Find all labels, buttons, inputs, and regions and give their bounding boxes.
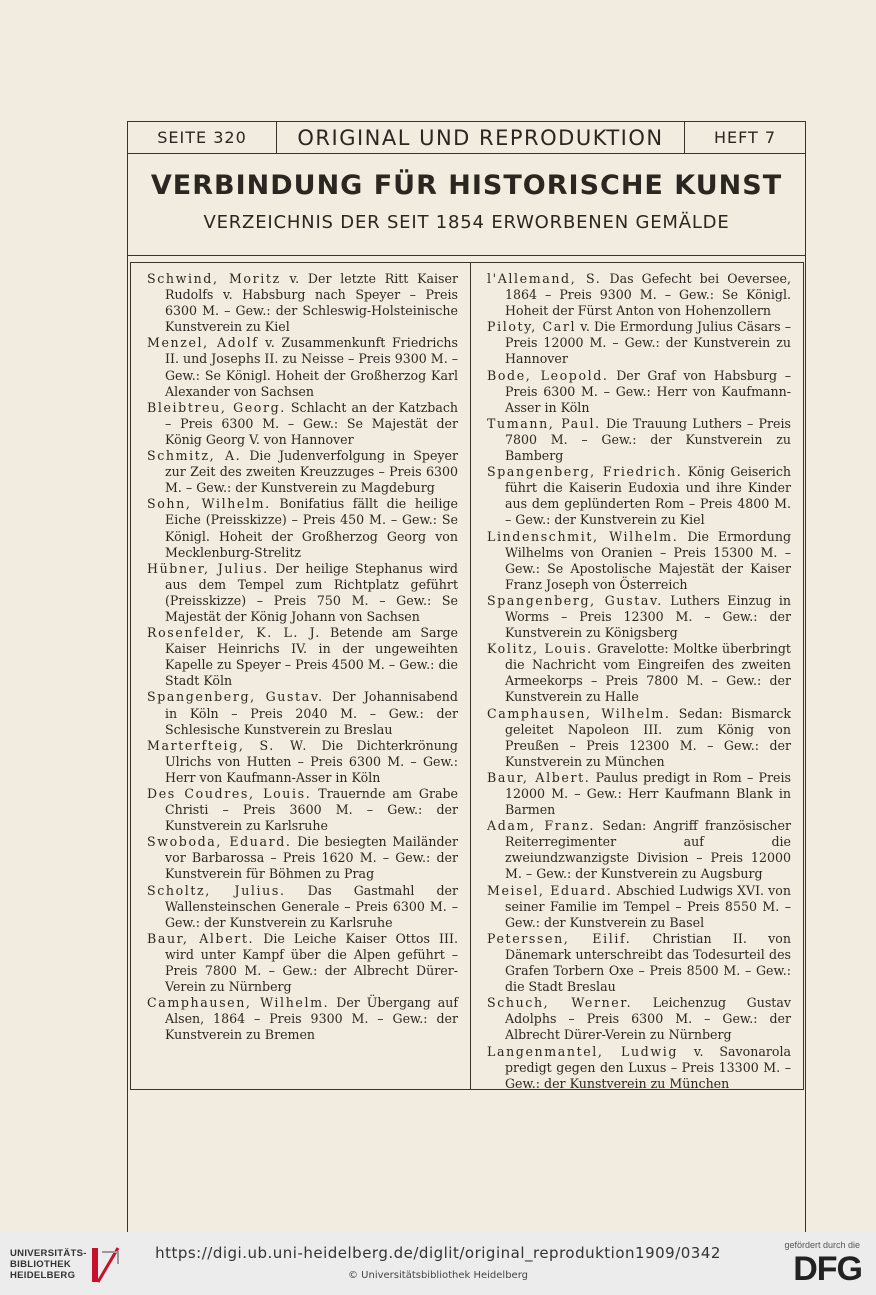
painter-name: Spangenberg, Friedrich. [487,464,683,480]
painting-description: Die besiegten Mailänder vor Barbarossa – Preis 1620 M. – Gew.: der Kunstverein für Böhmen zu Prag [165,834,458,882]
catalog-entry [487,529,791,593]
painting-description: Die Dichterkrönung Ulrichs von Hutten – Preis 6300 M. – Gew.: Herr von Kaufmann-Asser in Köln [165,737,458,785]
catalog-entry [147,496,458,560]
painting-description: Christian II. von Dänemark unterschreibt das Todesurteil des Grafen Torbern Oxe – Preis 8500 M. – Gew.: die Stadt Breslau [505,930,791,995]
permalink-url[interactable]: https://digi.ub.uni-heidelberg.de/diglit/original_reproduktion1909/0342 [155,1244,721,1262]
left-entry-list [147,271,458,1044]
painter-name: Menzel, Adolf [147,335,259,351]
catalog-entry [487,464,791,528]
catalog-entry [147,561,458,625]
catalog-entry [487,593,791,641]
painting-description: v. Zusammenkunft Friedrichs II. und Josephs II. zu Neisse – Preis 9300 M. – Gew.: Se Königl. Hoheit der Großherzog Karl Alexander von Sachsen [165,335,459,399]
painting-description: Bonifatius fällt die heilige Eiche (Preisskizze) – Preis 450 M. – Gew.: Se Königl. Hoheit der Großherzog Georg von Mecklenburg-Strelitz [165,496,459,560]
painter-name: Peterssen, Eilif. [487,930,632,946]
catalog-entry [487,1044,791,1092]
painter-name: Marterfteig, S. W. [147,737,308,753]
copyright-notice: © Universitätsbibliothek Heidelberg [347,1270,528,1281]
catalog-entry [487,770,791,818]
painter-name: Sohn, Wilhelm. [147,496,271,512]
left-column [130,262,471,1090]
catalog-entry [487,319,791,367]
catalog-entry [147,883,458,931]
painting-description: v. Der letzte Ritt Kaiser Rudolfs v. Habsburg nach Speyer – Preis 6300 M. – Gew.: der Schleswig-Holsteinische Kunstverein zu Kiel [165,271,458,335]
painter-name: Schwind, Moritz [147,271,281,286]
journal-title: ORIGINAL UND REPRODUKTION [277,122,685,153]
painter-name: Schuch, Werner. [487,995,633,1011]
catalog-entry [487,818,791,882]
issue-number: HEFT 7 [713,128,777,147]
painting-description: Das Gastmahl der Wallensteinschen Generale – Preis 6300 M. – Gew.: der Kunstverein zu Karlsruhe [165,882,458,930]
painter-name: Baur, Albert. [147,930,255,946]
library-name-line2: BIBLIOTHEK [10,1259,72,1270]
painter-name: Swoboda, Eduard. [147,834,292,850]
painter-name: Lindenschmit, Wilhelm. [487,528,679,544]
painting-description: Leichenzug Gustav Adolphs – Preis 6300 M. – Gew.: der Albrecht Dürer-Verein zu Nürnberg [505,995,791,1043]
catalog-entry [487,995,791,1043]
title-divider [128,255,805,256]
catalog-entry [147,271,458,335]
painting-description: Betende am Sarge Kaiser Heinrichs IV. in der ungeweihten Kapelle zu Speyer – Preis 4500 M. – Gew.: die Stadt Köln [165,625,458,689]
painting-description: Paulus predigt in Rom – Preis 12000 M. – Gew.: Herr Kaufmann Blank in Barmen [505,769,791,818]
painting-description: v. Die Ermordung Julius Cäsars – Preis 12000 M. – Gew.: der Kunstverein zu Hannover [505,319,791,367]
painting-description: Gravelotte: Moltke überbringt die Nachricht vom Eingreifen des zweiten Armeekorps – Preis 7800 M. – Gew.: der Kunstverein zu Halle [505,641,791,705]
article-subtitle: VERZEICHNIS DER SEIT 1854 ERWORBENEN GEMÄLDE [203,212,730,233]
article-title: VERBINDUNG FÜR HISTORISCHE KUNST [150,170,783,201]
painter-name: Spangenberg, Gustav. [147,689,324,705]
running-header [127,121,806,154]
catalog-entry [487,416,791,464]
painting-description: Die Trauung Luthers – Preis 7800 M. – Gew.: der Kunstverein zu Bamberg [505,415,791,464]
catalog-entry [147,931,458,995]
catalog-entry [487,931,791,995]
library-name-line1: UNIVERSITÄTS- [10,1248,87,1259]
painting-description: König Geiserich führt die Kaiserin Eudoxia und ihre Kinder aus dem geplünderten Rom – Preis 4800 M. – Gew.: der Kunstverein zu Kiel [505,464,791,528]
right-column [471,262,804,1090]
painting-description: Die Ermordung Wilhelms von Oranien – Preis 15300 M. – Gew.: Se Apostolische Majestät der Kaiser Franz Joseph von Österreich [505,528,791,592]
dfg-logo[interactable]: DFG [793,1250,862,1288]
catalog-entry [147,689,458,737]
painter-name: Bleibtreu, Georg. [147,399,286,415]
painter-name: Kolitz, Louis. [487,641,593,657]
painting-description: Das Gefecht bei Oeversee, 1864 – Preis 9300 M. – Gew.: Se Königl. Hoheit der Fürst Anton von Hohenzollern [505,271,791,319]
catalog-entry [147,400,458,448]
painting-description: Schlacht an der Katzbach – Preis 6300 M. – Gew.: Se Majestät der König Georg V. von Hannover [165,399,458,447]
painter-name: Meisel, Eduard. [487,882,613,898]
catalog-entry [147,738,458,786]
catalog-entry [147,995,458,1043]
catalog-entry [487,368,791,416]
painter-name: Des Coudres, Louis. [147,786,312,801]
library-name-line3: HEIDELBERG [10,1270,76,1281]
painting-description: Der Übergang auf Alsen, 1864 – Preis 9300 M. – Gew.: der Kunstverein zu Bremen [165,995,458,1043]
painting-description: Der Graf von Habsburg – Preis 6300 M. – Gew.: Herr von Kaufmann-Asser in Köln [505,367,791,415]
catalog-entry [147,625,458,689]
painter-name: Camphausen, Wilhelm. [147,995,330,1011]
catalog-entry [487,271,791,319]
painting-description: Die Leiche Kaiser Ottos III. wird unter Kampf über die Alpen geführt – Preis 7800 M. – Gew.: der Albrecht Dürer-Verein zu Nürnberg [165,930,458,995]
painting-description: Der Johannisabend in Köln – Preis 2040 M. – Gew.: der Schlesische Kunstverein zu Breslau [165,689,458,737]
painter-name: Tumann, Paul. [487,415,601,431]
painter-name: Bode, Leopold. [487,367,609,383]
painter-name: Piloty, Carl [487,319,577,335]
painter-name: Spangenberg, Gustav. [487,592,663,608]
painter-name: Adam, Franz. [487,818,596,834]
page-number: SEITE 320 [128,122,277,153]
catalog-entry [147,448,458,496]
painting-description: Abschied Ludwigs XVI. von seiner Familie im Tempel – Preis 8550 M. – Gew.: der Kunstverein zu Basel [505,882,791,930]
painter-name: Hübner, Julius. [147,560,269,576]
painting-description: Der heilige Stephanus wird aus dem Tempel zum Richtplatz geführt (Preisskizze) – Preis 750 M. – Gew.: Se Majestät der König Johann von Sachsen [165,560,458,624]
painter-name: l'Allemand, S. [487,271,602,286]
painter-name: Schmitz, A. [147,448,242,464]
funding-caption: gefördert durch die [784,1240,860,1250]
catalog-entry [487,641,791,705]
painter-name: Langenmantel, Ludwig [487,1043,679,1059]
painting-description: Sedan: Angriff französischer Reiterregimenter auf die zweiundzwanzigste Division – Preis 12000 M. – Gew.: der Kunstverein zu Augsburg [505,818,791,882]
painting-description: Luthers Einzug in Worms – Preis 12300 M. – Gew.: der Kunstverein zu Königsberg [505,592,791,641]
painter-name: Rosenfelder, K. L. J. [147,625,321,641]
painting-description: v. Savonarola predigt gegen den Luxus – Preis 13300 M. – Gew.: der Kunstverein zu München [505,1043,791,1091]
painting-description: Die Judenverfolgung in Speyer zur Zeit des zweiten Kreuzzuges – Preis 6300 M. – Gew.: der Kunstverein zu Magdeburg [165,448,458,496]
right-entry-list [487,271,791,1092]
painter-name: Scholtz, Julius. [147,882,286,898]
painter-name: Camphausen, Wilhelm. [487,705,671,721]
painting-description: Trauernde am Grabe Christi – Preis 3600 M. – Gew.: der Kunstverein zu Karlsruhe [165,786,458,834]
painting-description: Sedan: Bismarck geleitet Napoleon III. zum König von Preußen – Preis 12300 M. – Gew.: der Kunstverein zu München [505,705,791,769]
catalog-entry [147,786,458,834]
catalog-entry [487,706,791,770]
catalog-entry [487,883,791,931]
painter-name: Baur, Albert. [487,769,591,785]
viewer-footer [0,1232,876,1295]
catalog-entry [147,834,458,882]
catalog-entry [147,335,458,399]
